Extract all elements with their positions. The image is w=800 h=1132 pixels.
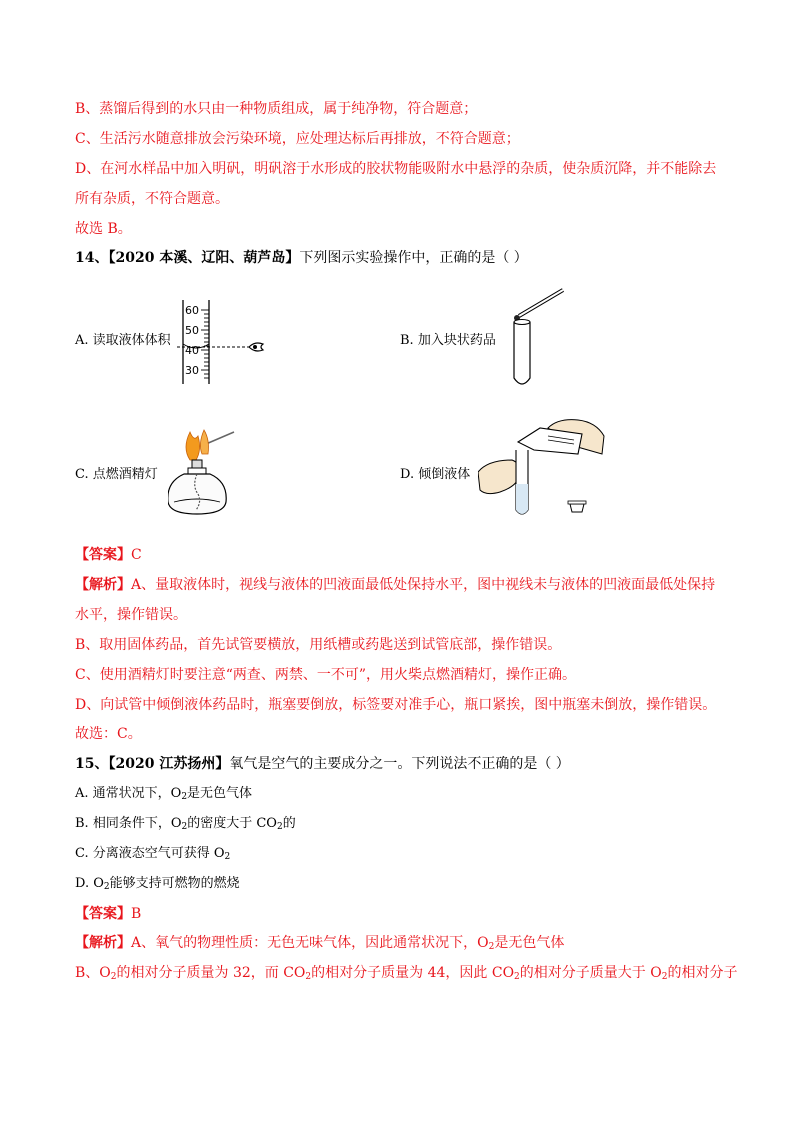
option-text: 的密度大于 CO [187, 816, 277, 831]
option-15-d [75, 874, 240, 894]
subscript: 2 [103, 882, 110, 892]
tick-label-40: 40 [185, 344, 199, 357]
subscript: 2 [514, 972, 520, 982]
subscript: 2 [488, 942, 495, 952]
analysis-text: 的相对分子 [667, 965, 738, 981]
analysis-14-a2: 水平，操作错误。 [75, 607, 187, 623]
answer-15 [75, 904, 141, 924]
analysis-line-b: B、蒸馏后得到的水只由一种物质组成，属于纯净物，符合题意； [75, 101, 478, 117]
subscript: 2 [181, 822, 188, 832]
analysis-14-b: B、取用固体药品，首先试管要横放，用纸槽或药匙送到试管底部，操作错误。 [75, 637, 562, 653]
analysis-text: 的相对分子质量为 32，而 CO [116, 965, 306, 981]
analysis-line-c: C、生活污水随意排放会污染环境，应处理达标后再排放，不符合题意； [75, 131, 520, 147]
match-icon [206, 432, 234, 444]
question-number: 15、 [75, 756, 109, 772]
option-15-a [75, 784, 252, 804]
answer-value: B [131, 906, 142, 922]
subscript: 2 [305, 972, 312, 982]
question-15-stem [75, 754, 570, 774]
analysis-choose: 故选 B。 [75, 221, 132, 237]
option-text: 是无色气体 [187, 786, 253, 801]
analysis-15-b [75, 963, 737, 983]
analysis-label: 【解析】 [75, 935, 131, 951]
analysis-14-choose: 故选：C。 [75, 726, 142, 742]
subscript: 2 [181, 792, 188, 802]
analysis-text: A、量取液体时，视线与液体的凹液面最低处保持水平，图中视线未与液体的凹液面最低处保持 [131, 577, 716, 593]
analysis-text: 的相对分子质量为 44，因此 CO [311, 965, 515, 981]
flame-icon [186, 430, 209, 460]
analysis-line-d1: D、在河水样品中加入明矾，明矾溶于水形成的胶状物能吸附水中悬浮的杂质，使杂质沉降，并不能除去 [75, 161, 717, 177]
tick-label-50: 50 [185, 324, 199, 337]
question-text: 下列图示实验操作中，正确的是（ ） [299, 250, 528, 266]
question-number: 14、 [75, 250, 109, 266]
option-15-c [75, 844, 230, 864]
question-14-stem [75, 248, 528, 268]
tweezers-icon [514, 290, 563, 321]
eye-icon [249, 343, 263, 351]
analysis-text: A、氧气的物理性质：无色无味气体，因此通常状况下，O [131, 935, 489, 951]
analysis-line-d2: 所有杂质，不符合题意。 [75, 191, 229, 207]
option-15-b [75, 814, 296, 834]
subscript: 2 [224, 852, 231, 862]
tick-label-30: 30 [185, 364, 199, 377]
stopper-icon [568, 501, 586, 512]
answer-label: 【答案】 [75, 906, 131, 922]
analysis-text: 的相对分子质量大于 O [519, 965, 662, 981]
analysis-14-d: D、向试管中倾倒液体药品时，瓶塞要倒放，标签要对准手心，瓶口紧挨，图中瓶塞未倒放，操作错误。 [75, 697, 717, 713]
analysis-15-a [75, 933, 564, 953]
option-text: 的 [282, 816, 296, 831]
question-text: 氧气是空气的主要成分之一。下列说法不正确的是（ ） [229, 756, 570, 772]
option-text: 能够支持可燃物的燃烧 [109, 876, 240, 891]
answer-14 [75, 545, 142, 565]
option-d-label: D. 倾倒液体 [400, 467, 471, 482]
option-c-label: C. 点燃酒精灯 [75, 467, 158, 482]
answer-label: 【答案】 [75, 547, 131, 563]
analysis-text: 是无色气体 [494, 935, 565, 951]
option-b-label: B. 加入块状药品 [400, 333, 496, 348]
analysis-label: 【解析】 [75, 577, 131, 593]
option-a-label: A. 读取液体体积 [75, 333, 171, 348]
subscript: 2 [110, 972, 117, 982]
hand-icon [478, 460, 520, 494]
answer-value: C [131, 547, 142, 563]
analysis-text: B、O [75, 965, 111, 981]
alcohol-lamp-figure [168, 424, 243, 519]
analysis-14-c: C、使用酒精灯时要注意“两查、两禁、一不可”，用火柴点燃酒精灯，操作正确。 [75, 667, 577, 683]
graduated-cylinder-figure [175, 298, 270, 388]
subscript: 2 [276, 822, 283, 832]
subscript: 2 [661, 972, 668, 982]
tick-label-60: 60 [185, 304, 199, 317]
analysis-14-a1 [75, 575, 715, 595]
pouring-liquid-figure [478, 414, 608, 520]
option-text: C. 分离液态空气可获得 O [75, 846, 225, 861]
question-source: 【2020 本溪、辽阳、葫芦岛】 [108, 250, 300, 266]
option-text: B. 相同条件下，O [75, 816, 182, 831]
option-text: A. 通常状况下，O [75, 786, 182, 801]
option-text: D. O [75, 876, 104, 891]
test-tube-tweezers-figure [505, 286, 570, 388]
question-source: 【2020 江苏扬州】 [108, 756, 230, 772]
